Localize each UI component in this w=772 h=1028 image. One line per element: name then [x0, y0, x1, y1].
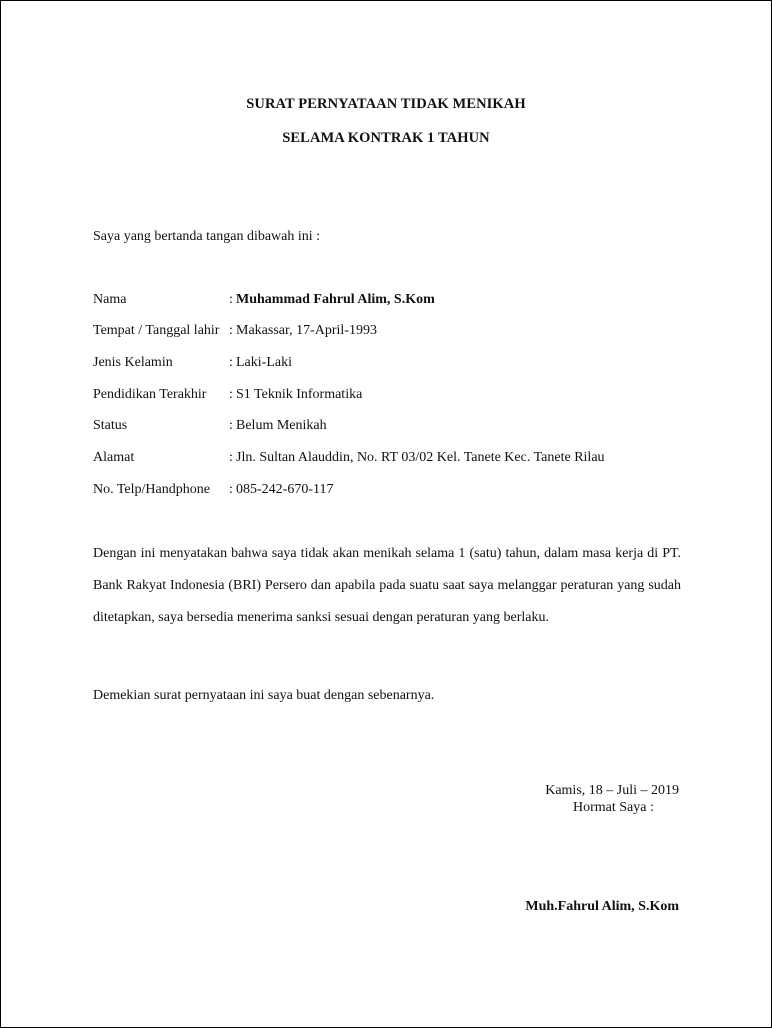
field-colon: : [229, 418, 233, 433]
field-value: 085-242-670-117 [236, 482, 334, 497]
field-value: Makassar, 17-April-1993 [236, 323, 377, 338]
field-value: Jln. Sultan Alauddin, No. RT 03/02 Kel. Tanete Kec. Tanete Rilau [236, 450, 605, 465]
letter-date: Kamis, 18 – Juli – 2019 [545, 783, 679, 798]
document-title: SURAT PERNYATAAN TIDAK MENIKAH [246, 96, 526, 112]
field-label: Pendidikan Terakhir [93, 387, 207, 402]
signer-name: Muh.Fahrul Alim, S.Kom [525, 899, 679, 914]
field-label: Jenis Kelamin [93, 355, 173, 370]
field-label: No. Telp/Handphone [93, 482, 210, 497]
field-colon: : [229, 292, 233, 307]
field-colon: : [229, 387, 233, 402]
field-colon: : [229, 355, 233, 370]
field-label: Nama [93, 292, 127, 307]
field-label: Status [93, 418, 128, 433]
intro-text: Saya yang bertanda tangan dibawah ini : [93, 229, 321, 244]
closing-text: Demekian surat pernyataan ini saya buat dengan sebenarnya. [93, 688, 435, 703]
closing-greeting: Hormat Saya : [573, 800, 654, 815]
field-value: Belum Menikah [236, 418, 327, 433]
field-colon: : [229, 482, 233, 497]
document-subtitle: SELAMA KONTRAK 1 TAHUN [282, 130, 490, 146]
field-value: S1 Teknik Informatika [236, 387, 363, 402]
field-value: Laki-Laki [236, 355, 292, 370]
field-value: Muhammad Fahrul Alim, S.Kom [236, 292, 435, 307]
field-label: Tempat / Tanggal lahir [93, 323, 220, 338]
statement-paragraph: Dengan ini menyatakan bahwa saya tidak akan menikah selama 1 (satu) tahun, dalam masa kerja di PT. Bank Rakyat Indonesia (BRI) Persero dan apabila pada suatu saat saya melanggar peraturan yang sudah ditetapkan, saya bersedia menerima sanksi sesuai dengan peraturan yang berlaku. [93, 546, 681, 625]
field-colon: : [229, 450, 233, 465]
field-label: Alamat [93, 450, 135, 465]
field-colon: : [229, 323, 233, 338]
